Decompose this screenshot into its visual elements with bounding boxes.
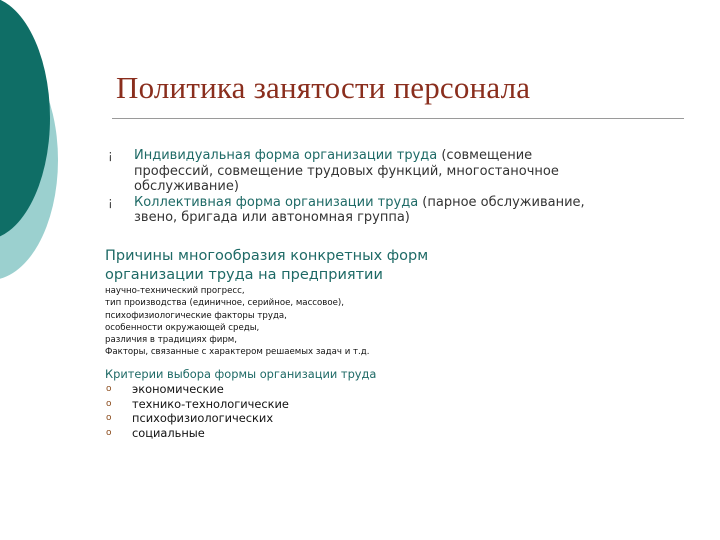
reason-item: особенности окружающей среды, xyxy=(105,322,260,333)
reason-item: Факторы, связанные с характером решаемых задач и т.д. xyxy=(105,347,370,358)
criteria-list xyxy=(105,382,289,440)
criteria-item xyxy=(105,411,289,426)
bullet-text: (совмещение xyxy=(437,148,533,163)
bullet-line: звено, бригада или автономная группа) xyxy=(134,210,410,225)
decorative-circles xyxy=(0,0,80,300)
bullet-highlight: Коллективная форма организации труда xyxy=(134,194,419,210)
bullet-line xyxy=(134,148,668,164)
bullet-line: профессий, совмещение трудовых функций, многостаночное xyxy=(134,163,559,179)
bullet-line: обслуживание) xyxy=(134,179,239,194)
bullet-line xyxy=(134,195,668,211)
criteria-label: экономические xyxy=(132,382,224,396)
criteria-marker: o xyxy=(106,384,112,394)
form-bullets xyxy=(108,148,668,226)
reasons-list xyxy=(105,285,465,359)
bullet-marker: ¡ xyxy=(108,148,113,162)
bullet-text: (парное обслуживание, xyxy=(418,194,585,210)
reason-item: научно-технический прогресс, xyxy=(105,286,245,296)
reasons-heading xyxy=(105,247,505,285)
reason-item: тип производства (единичное, серийное, массовое), xyxy=(105,298,344,309)
bullet-item xyxy=(108,148,668,195)
slide-title: Политика занятости персонала xyxy=(116,70,531,105)
bullet-highlight: Индивидуальная форма организации труда xyxy=(134,148,438,163)
criteria-label: психофизиологических xyxy=(132,411,274,426)
reasons-heading-line: организации труда на предприятии xyxy=(105,267,383,283)
criteria-marker: o xyxy=(106,427,112,438)
criteria-item xyxy=(105,382,289,397)
criteria-label: социальные xyxy=(132,425,205,440)
title-divider xyxy=(112,118,684,119)
criteria-item xyxy=(105,397,289,412)
criteria-marker: o xyxy=(106,398,112,409)
bullet-marker: ¡ xyxy=(108,194,113,209)
criteria-heading: Критерии выбора формы организации труда xyxy=(105,367,377,381)
criteria-marker: o xyxy=(106,413,112,424)
reason-item: психофизиологические факторы труда, xyxy=(105,310,287,321)
reason-item: различия в традициях фирм, xyxy=(105,335,238,346)
reasons-heading-line: Причины многообразия конкретных форм xyxy=(105,248,429,264)
bullet-item xyxy=(108,195,668,226)
criteria-item xyxy=(105,426,289,441)
criteria-label: технико-технологические xyxy=(132,396,289,411)
